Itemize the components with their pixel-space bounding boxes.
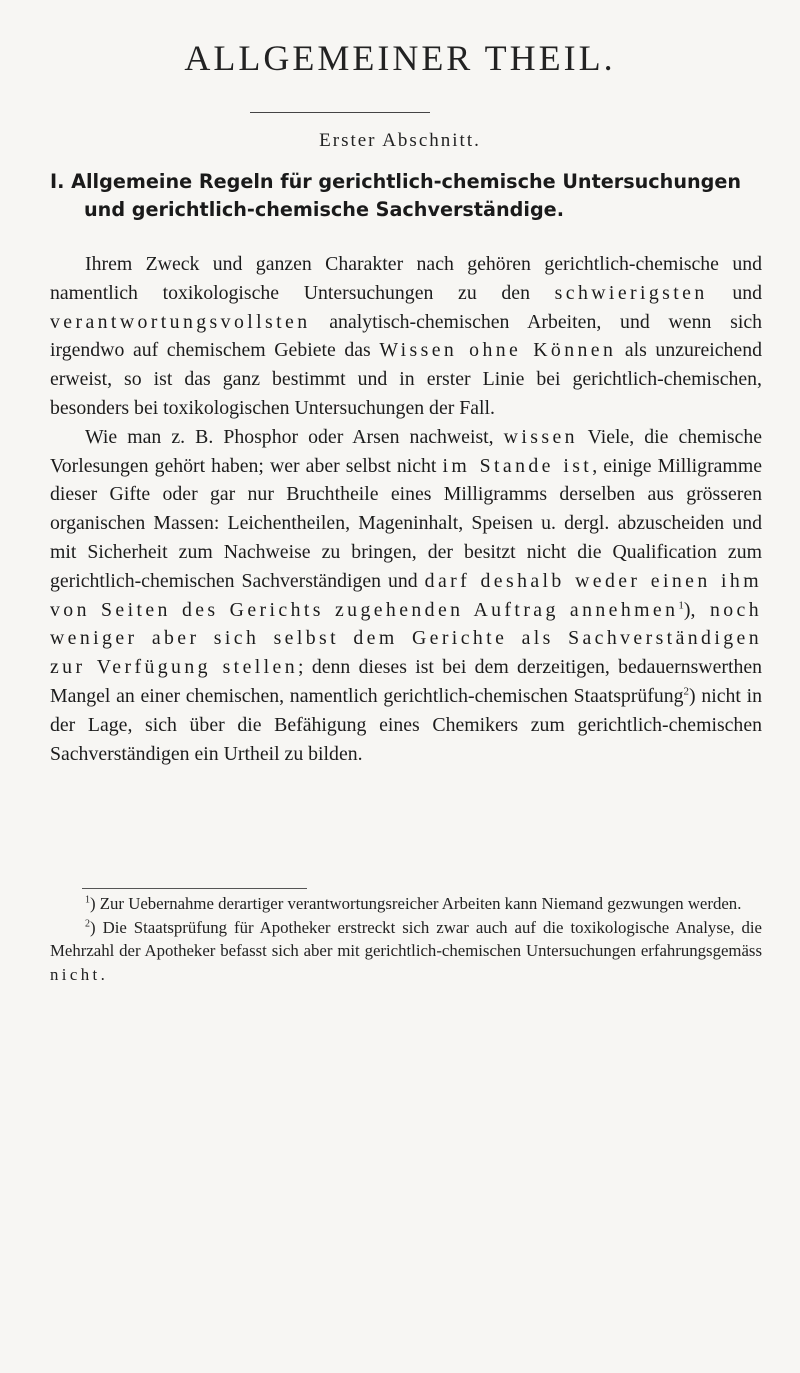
p1-text-1: Ihrem Zweck und ganzen Charakter nach gehören gerichtlich-chemische und namentlich toxikologische Untersuchungen zu den xyxy=(50,253,762,304)
p1-text-4: als unzureichend erweist, so ist das ganz bestimmt und in erster Linie bei gerichtlich-chemischen, besonders bei toxikologischen Untersuchungen der Fall. xyxy=(50,339,762,419)
chapter-heading xyxy=(50,168,770,224)
p2-spaced-3: darf deshalb weder einen ihm von Seiten des Gerichts zugehenden Auftrag annehmen xyxy=(50,569,762,621)
footnote-2 xyxy=(50,916,762,987)
paragraph-2: Wie man z. B. Phosphor oder Arsen nachweist, wissen Viele, die chemische Vorlesungen gehört haben; wer aber selbst nicht im Stande ist, einige Milligramme dieser Gifte oder gar nur Bruchtheile eines Milligramms derselben aus grösseren organischen Massen: Leichentheilen, Mageninhalt, Speisen u. dergl. abzuscheiden und mit Sicherheit zum Nachweise zu bringen, der besitzt nicht die Qualification zum gerichtlich-chemischen Sachverständigen und darf deshalb weder einen ihm von Seiten des Gerichts zugehenden Auftrag annehmen$^1$), noch weniger aber sich selbst dem Gerichte als Sachverständigen zur Verfügung stellen; denn dieses ist bei dem derzeitigen, bedauernswerthen Mangel an einer chemischen, namentlich gerichtlich-chemischen Staatsprüfung$^2$) nicht in der Lage, sich über die Befähigung eines Chemikers zum gerichtlich-chemischen Sachverständigen ein Urtheil zu bilden. xyxy=(50,425,763,765)
p1-text-3: analytisch-chemischen Arbeiten, und wenn sich irgendwo auf chemischem Gebiete das xyxy=(50,310,762,362)
footnote-2-spaced: nicht xyxy=(50,964,101,984)
footnote-ref-2[interactable]: 2 xyxy=(683,685,690,698)
title-rule xyxy=(250,112,430,113)
body-text xyxy=(50,250,762,768)
p2-spaced-4: , noch weniger aber sich selbst dem Gerichte als Sachverständigen zur Verfügung stellen xyxy=(50,598,762,679)
p2-spaced-2: im Stande ist xyxy=(442,454,593,477)
p1-spaced-3: Wissen ohne Können xyxy=(379,339,617,362)
footnote-1-text: ) Zur Uebernahme derartiger verantwortungsreicher Arbeiten kann Niemand gezwungen werden. xyxy=(90,894,742,913)
p2-text-3: , einige Milligramme dieser Gifte oder gar nur Bruchtheile eines Milligramms derselben aus grösseren organischen Massen: Leichentheilen, Mageninhalt, Speisen u. dergl. abzuscheiden und mit Sicherheit zum Nachweise zu bringen, der besitzt nicht die Qualification zum gerichtlich-chemischen Sachverständigen und xyxy=(50,454,762,592)
footnote-1 xyxy=(50,892,762,916)
p2-text-2: Viele, die chemische Vorlesungen gehört haben; wer aber selbst nicht xyxy=(50,425,762,477)
footnote-2-end: . xyxy=(100,964,105,984)
p2-text-1: Wie man z. B. Phosphor oder Arsen nachweist, xyxy=(85,425,504,448)
footnote-ref-1[interactable]: 1 xyxy=(678,598,684,611)
footnotes xyxy=(50,892,762,986)
footnote-2-text: ) Die Staatsprüfung für Apotheker erstreckt sich zwar auch auf die toxikologische Analyse, die Mehrzahl der Apotheker befasst sich aber mit gerichtlich-chemischen Untersuchungen erfahrungsgemäss xyxy=(50,917,762,960)
heading-number: I. xyxy=(50,170,65,193)
section-label: Erster Abschnitt. xyxy=(319,130,481,151)
p2-text-4: ; denn dieses ist bei dem derzeitigen, bedauernswerthen Mangel an einer chemischen, namentlich gerichtlich-chemischen Staatsprüfung xyxy=(50,656,763,707)
p2-spaced-1: wissen xyxy=(503,425,578,448)
heading-line-2: und gerichtlich-chemische Sachverständige. xyxy=(84,198,564,221)
footnote-mark-2: 2 xyxy=(85,917,90,929)
p1-spaced-2: verantwortungsvollsten xyxy=(50,310,311,333)
p1-spaced-1: schwierigsten xyxy=(554,281,708,304)
p2-text-5: ) nicht in der Lage, sich über die Befähigung eines Chemikers zum gerichtlich-chemischen Sachverständigen ein Urtheil zu bilden. xyxy=(50,684,762,765)
part-title: ALLGEMEINER THEIL. xyxy=(184,38,616,78)
footnote-rule xyxy=(82,888,307,889)
p1-text-2: und xyxy=(707,281,762,304)
paragraph-1 xyxy=(50,250,762,423)
heading-line-1: Allgemeine Regeln für gerichtlich-chemische Untersuchungen xyxy=(71,170,742,193)
footnote-mark-1: 1 xyxy=(85,894,90,906)
